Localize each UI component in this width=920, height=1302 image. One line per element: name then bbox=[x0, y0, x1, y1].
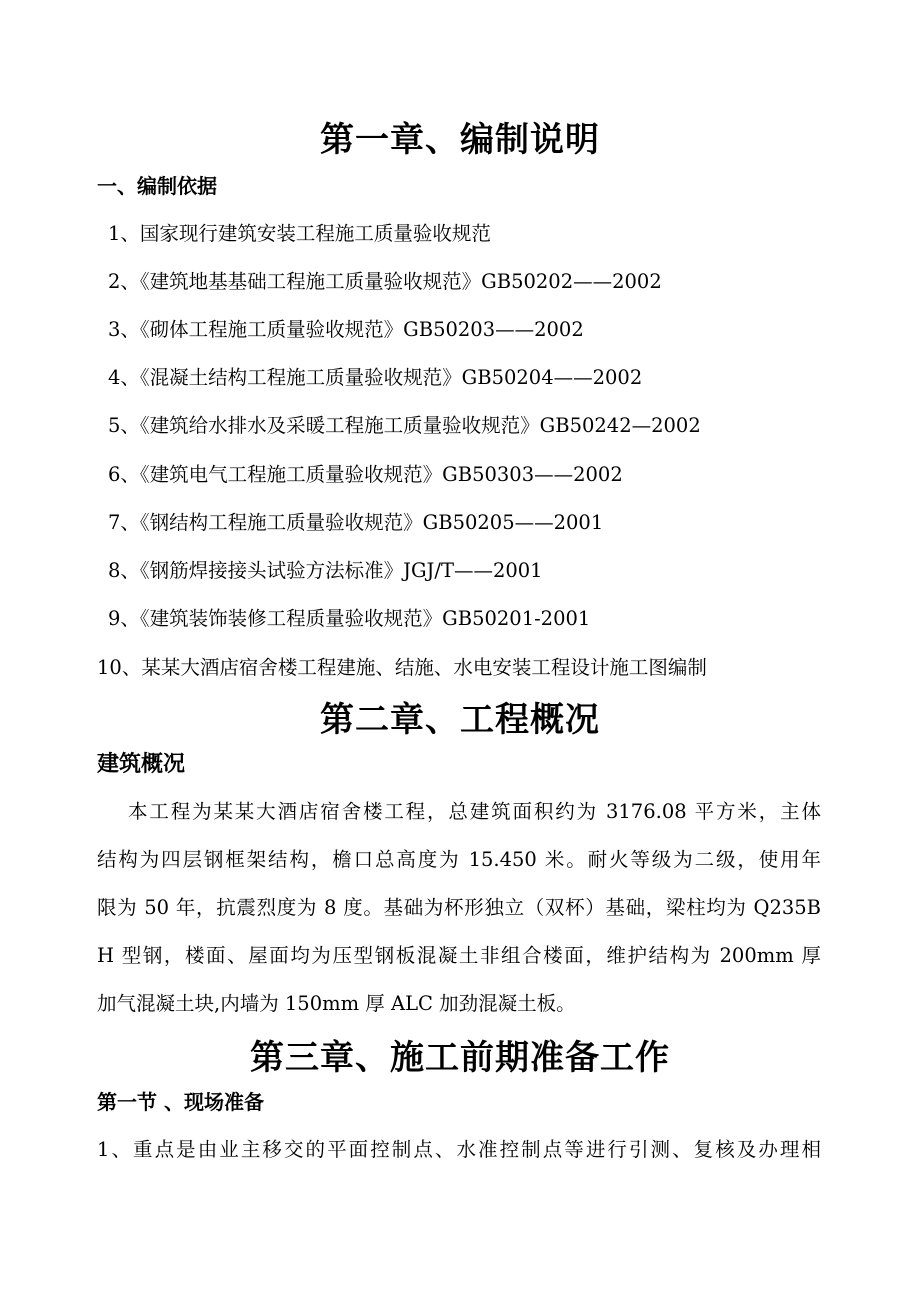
basis-item-7: 7、《钢结构工程施工质量验收规范》GB50205——2001 bbox=[108, 511, 604, 534]
site-preparation-item-1: 1、重点是由业主移交的平面控制点、水准控制点等进行引测、复核及办理相 bbox=[97, 1138, 821, 1161]
basis-item-1: 1、国家现行建筑安装工程施工质量验收规范 bbox=[108, 222, 491, 245]
basis-item-5: 5、《建筑给水排水及采暖工程施工质量验收规范》GB50242—2002 bbox=[108, 414, 701, 437]
basis-item-3: 3、《砌体工程施工质量验收规范》GB50203——2002 bbox=[108, 318, 584, 341]
chapter-3-title: 第三章、施工前期准备工作 bbox=[250, 1038, 670, 1078]
overview-paragraph-line-4: H 型钢，楼面、屋面均为压型钢板混凝土非组合楼面，维护结构为 200mm 厚 bbox=[97, 944, 821, 967]
overview-paragraph-line-5: 加气混凝土块,内墙为 150mm 厚 ALC 加劲混凝土板。 bbox=[97, 992, 576, 1015]
overview-paragraph-line-2: 结构为四层钢框架结构，檐口总高度为 15.450 米。耐火等级为二级，使用年 bbox=[97, 848, 821, 871]
basis-item-6: 6、《建筑电气工程施工质量验收规范》GB50303——2002 bbox=[108, 463, 623, 486]
chapter-2-title: 第二章、工程概况 bbox=[320, 700, 600, 740]
basis-item-10: 10、某某大酒店宿舍楼工程建施、结施、水电安装工程设计施工图编制 bbox=[97, 656, 707, 679]
overview-paragraph-line-3: 限为 50 年，抗震烈度为 8 度。基础为杯形独立（双杯）基础，梁柱均为 Q235B bbox=[97, 896, 821, 919]
section-heading-site-preparation: 第一节 、现场准备 bbox=[97, 1090, 264, 1114]
section-heading-basis: 一、编制依据 bbox=[97, 174, 217, 198]
chapter-1-title: 第一章、编制说明 bbox=[320, 120, 600, 160]
section-heading-building-overview: 建筑概况 bbox=[97, 752, 186, 777]
basis-item-8: 8、《钢筋焊接接头试验方法标准》JGJ/T——2001 bbox=[108, 559, 543, 582]
basis-item-2: 2、《建筑地基基础工程施工质量验收规范》GB50202——2002 bbox=[108, 270, 662, 293]
basis-item-9: 9、《建筑装饰装修工程质量验收规范》GB50201-2001 bbox=[108, 607, 591, 630]
overview-paragraph-line-1: 本工程为某某大酒店宿舍楼工程，总建筑面积约为 3176.08 平方米，主体 bbox=[128, 800, 821, 823]
basis-item-4: 4、《混凝土结构工程施工质量验收规范》GB50204——2002 bbox=[108, 366, 643, 389]
